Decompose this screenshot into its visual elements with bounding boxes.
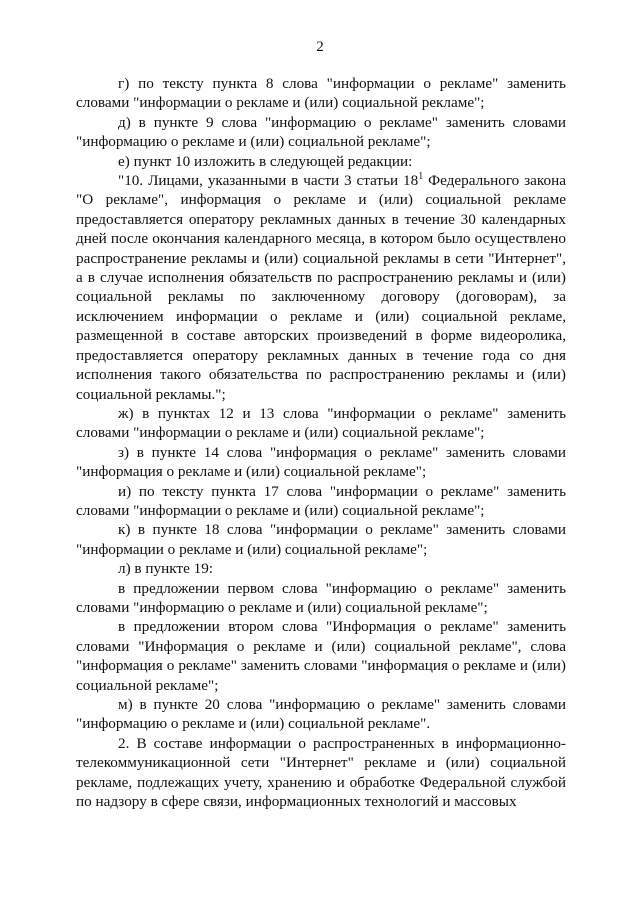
item-10-lead: "10. Лицами, указанными в части 3 статьи 18 [118, 172, 419, 190]
paragraph-item-m: м) в пункте 20 слова "информацию о рекламе" заменить словами "информацию о рекламе и (или) социальной рекламе". [76, 696, 566, 733]
superscript-article-number: 1 [418, 171, 424, 183]
paragraph-item-d: д) в пункте 9 слова "информацию о рекламе" заменить словами "информацию о рекламе и (или) социальной рекламе"; [76, 113, 566, 151]
paragraph-item-10-text [76, 171, 566, 404]
paragraph-item-i: и) по тексту пункта 17 слова "информации о рекламе" заменить словами "информации о рекламе и (или) социальной рекламе"; [76, 482, 566, 519]
item-10-continuation: Федерального закона "О рекламе", информация о рекламе и (или) социальной рекламе предоставляется оператору рекламных данных в течение 30 календарных дней после окончания календарного месяца, в котором было осуществлено распространение рекламы и (или) социальной рекламы в сети "Интернет", а в случае исполнения обязательств по распространению рекламы и (или) социальной рекламы по заключенному договору (договорам), за исключением информации о рекламе и (или) социальной рекламе, размещенной в составе авторских произведений в форме видеоролика, предоставляется оператору рекламных данных в течение года со дня исполнения такого обязательства по распространению рекламы и (или) социальной рекламы."; [76, 172, 566, 403]
paragraph-item-zh: ж) в пунктах 12 и 13 слова "информации о рекламе" заменить словами "информации о рекламе и (или) социальной рекламе"; [76, 404, 566, 442]
page-number: 2 [316, 39, 324, 55]
paragraph-sentence-second: в предложении втором слова "Информация о рекламе" заменить словами "Информация о рекламе и (или) социальной рекламе", слова "информация о рекламе" заменить словами "информация о рекламе и (или) социальной рекламе"; [76, 618, 566, 694]
paragraph-item-l: л) в пункте 19: [118, 560, 214, 578]
paragraph-item-k: к) в пункте 18 слова "информации о рекламе" заменить словами "информации о рекламе и (или) социальной рекламе"; [76, 521, 566, 558]
paragraph-item-z: з) в пункте 14 слова "информация о рекламе" заменить словами "информация о рекламе и (или) социальной рекламе"; [76, 443, 566, 481]
paragraph-section-2: 2. В составе информации о распространенных в информационно-телекоммуникационной сети "Интернет" рекламе и (или) социальной рекламе, подлежащих учету, хранению и обработке Федеральной службой по надзору в сфере связи, информационных технологий и массовых [76, 734, 566, 811]
document-body [76, 74, 566, 811]
paragraph-sentence-first: в предложении первом слова "информацию о рекламе" заменить словами "информацию о рекламе и (или) социальной рекламе"; [76, 579, 566, 616]
paragraph-item-g: г) по тексту пункта 8 слова "информации о рекламе" заменить словами "информации о рекламе и (или) социальной рекламе"; [76, 75, 566, 112]
paragraph-item-e: е) пункт 10 изложить в следующей редакции: [118, 152, 413, 170]
